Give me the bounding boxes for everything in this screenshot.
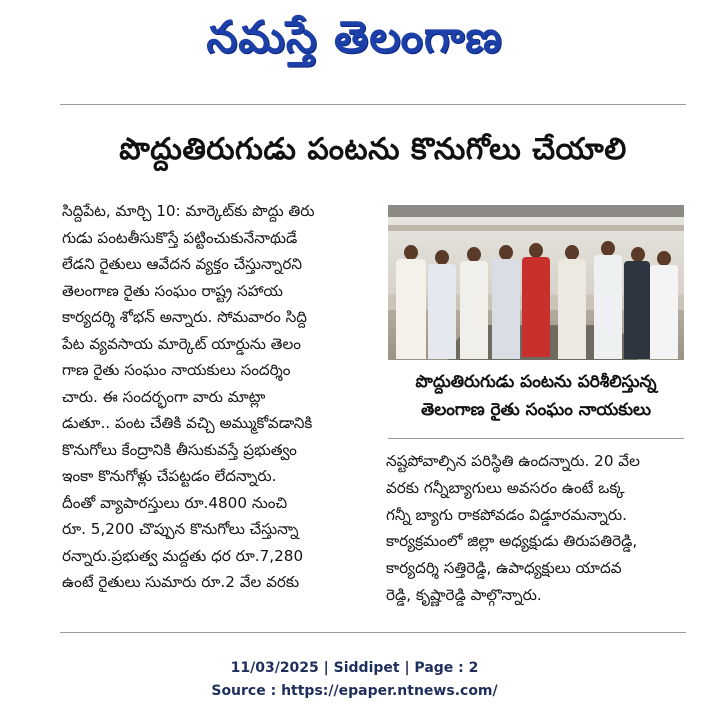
article-line: లేడని రైతులు ఆవేదన వ్యక్తం చేస్తున్నారని: [62, 255, 303, 273]
article-line: ఉంటే రైతులు సుమారు రూ.2 వేల వరకు: [62, 573, 300, 591]
article-line: గాణ రైతు సంఘం నాయకులు సందర్శిం: [62, 361, 291, 379]
article-line: డుతూ.. పంట చేతికి వచ్చి అమ్ముకోవడానికి: [62, 414, 313, 432]
article-line: దీంతో వ్యాపారస్తులు రూ.4800 నుంచి: [62, 493, 288, 512]
article-line: తెలంగాణ రైతు సంఘం రాష్ట్ర సహాయ: [62, 281, 283, 300]
top-divider: [60, 104, 686, 105]
article-line: కొనుగోలు కేంద్రానికి తీసుకువస్తే ప్రభుత్వం: [62, 440, 297, 459]
article-right-column: [386, 448, 686, 609]
article-headline: పొద్దుతిరుగుడు పంటను కొనుగోలు చేయాలి: [119, 132, 627, 167]
footer-source-link[interactable]: Source : https://epaper.ntnews.com/: [211, 683, 498, 699]
article-line: కార్యదర్శి సత్తిరెడ్డి, ఉపాధ్యక్షులు యాదవ: [386, 559, 622, 578]
article-line: రెడ్డి, కృష్ణారెడ్డి పాల్గొన్నారు.: [386, 585, 542, 604]
article-line: సిద్దిపేట, మార్చి 10: మార్కెట్‌కు పొద్దు తిరు: [62, 202, 315, 220]
bottom-divider: [60, 632, 686, 633]
article-line: గన్నీ బ్యాగు రాకపోవడం విడ్డూరమన్నారు.: [386, 505, 627, 524]
article-line: కార్యక్రమంలో జిల్లా అధ్యక్షుడు తిరుపతిరెడ్డి,: [386, 532, 638, 551]
article-line: కార్యదర్శి శోభన్ అన్నారు. సోమవారం సిద్ది: [62, 308, 307, 326]
article-line: గుడు పంటతీసుకొస్తే పట్టించుకునేనాథుడే: [62, 228, 298, 247]
footer-date-line: 11/03/2025 | Siddipet | Page : 2: [230, 660, 479, 676]
article-line: రూ. 5,200 చొప్పున కొనుగోలు చేస్తున్నా: [62, 520, 299, 538]
photo-caption: [388, 368, 684, 424]
article-line: ఇంకా కొనుగోళ్లు చేపట్టడం లేదన్నారు.: [62, 467, 277, 485]
article-left-column: [62, 198, 367, 596]
caption-line: పొద్దుతిరుగుడు పంటను పరిశీలిస్తున్న: [415, 372, 657, 392]
photo-beam: [388, 225, 684, 231]
caption-line: తెలంగాణ రైతు సంఘం నాయకులు: [421, 400, 651, 420]
article-line: పేట వ్యవసాయ మార్కెట్ యార్డును తెలం: [62, 334, 301, 353]
photo-shed-roof: [388, 205, 684, 217]
article-line: నష్టపోవాల్సిన పరిస్థితి ఉందన్నారు. 20 వేల: [386, 452, 640, 470]
caption-divider: [388, 438, 684, 439]
article-line: చారు. ఈ సందర్భంగా వారు మాట్లా: [62, 387, 266, 406]
article-line: రన్నారు.ప్రభుత్వ మద్దతు ధర రూ.7,280: [62, 546, 304, 565]
article-line: వరకు గన్నీబ్యాగులు అవసరం ఉంటే ఒక్క: [386, 478, 625, 497]
newspaper-masthead: నమస్తే తెలంగాణ: [206, 12, 503, 63]
article-photo: [388, 205, 684, 360]
